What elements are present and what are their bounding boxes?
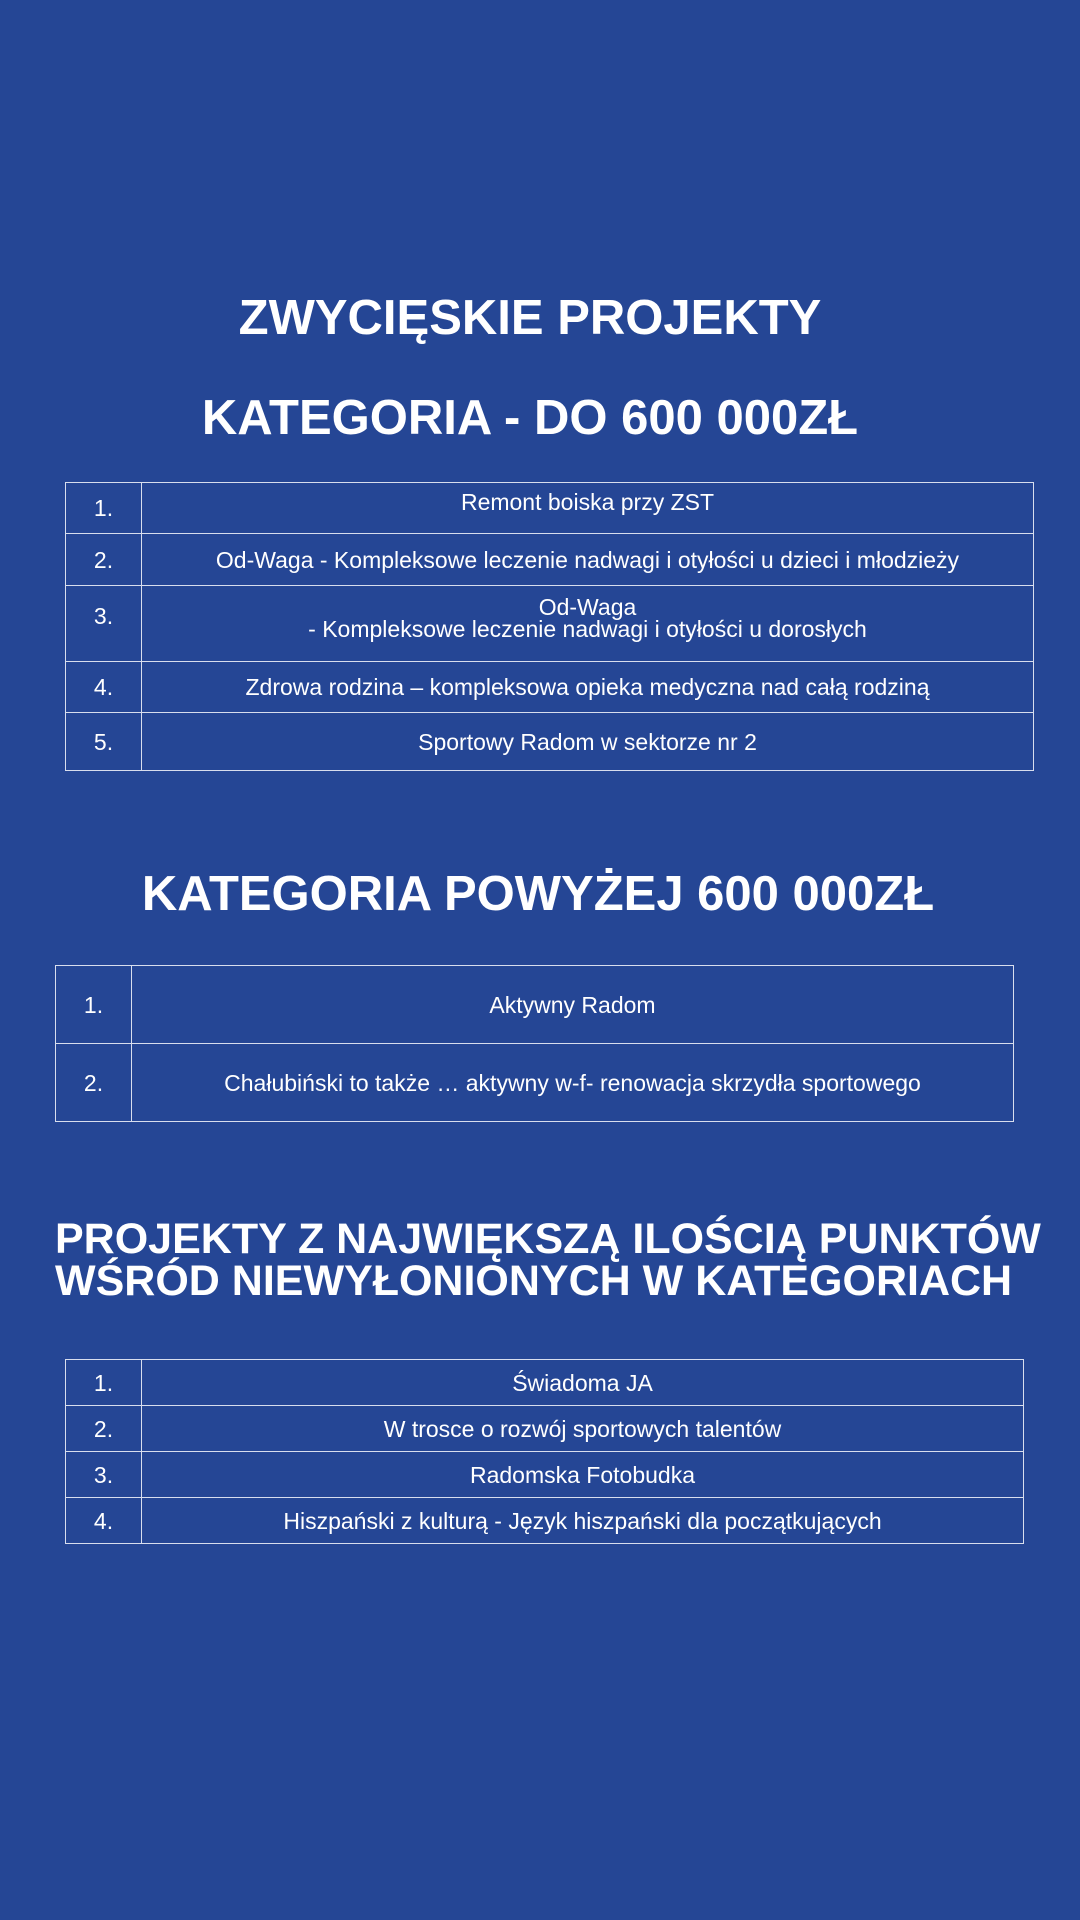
table-row [66,713,1034,771]
project-name: Chałubiński to także … aktywny w-f- renowacja skrzydła sportowego [132,1044,1014,1122]
category-3-table [65,1359,1024,1544]
table-row [66,1360,1024,1406]
table-row [66,586,1034,662]
table-row [66,1406,1024,1452]
table-row [66,534,1034,586]
project-name-line: Od-Waga [538,594,637,620]
row-number: 5. [66,713,142,771]
project-name-line: - Kompleksowe leczenie nadwagi i otyłości u dorosłych [308,616,867,642]
project-name: Aktywny Radom [132,966,1014,1044]
table-row [66,1452,1024,1498]
row-number: 3. [66,1452,142,1498]
row-number: 4. [66,1498,142,1544]
row-number: 2. [56,1044,132,1122]
row-number: 2. [66,534,142,586]
category-1-title: KATEGORIA - DO 600 000ZŁ [201,391,859,445]
page-title: ZWYCIĘSKIE PROJEKTY [238,291,822,345]
table-row [56,1044,1014,1122]
category-2-title: KATEGORIA POWYŻEJ 600 000ZŁ [141,867,935,921]
category-1-table [65,482,1034,771]
project-name: W trosce o rozwój sportowych talentów [142,1406,1024,1452]
category-2-table [55,965,1014,1122]
category-3-title-line: PROJEKTY Z NAJWIĘKSZĄ ILOŚCIĄ PUNKTÓW [55,1215,1041,1263]
category-3-title [55,1215,1055,1305]
project-name: Radomska Fotobudka [142,1452,1024,1498]
table-row [66,1498,1024,1544]
row-number: 2. [66,1406,142,1452]
project-name: Sportowy Radom w sektorze nr 2 [142,713,1034,771]
table-row [56,966,1014,1044]
project-name: Hiszpański z kulturą - Język hiszpański dla początkujących [142,1498,1024,1544]
project-name: Remont boiska przy ZST [142,483,1034,534]
row-number: 1. [56,966,132,1044]
table-row [66,662,1034,713]
project-name: Od-Waga - Kompleksowe leczenie nadwagi i otyłości u dzieci i młodzieży [142,534,1034,586]
project-name: Zdrowa rodzina – kompleksowa opieka medyczna nad całą rodziną [142,662,1034,713]
project-name [142,586,1034,662]
row-number: 3. [66,586,142,662]
row-number: 1. [66,483,142,534]
table-row [66,483,1034,534]
row-number: 4. [66,662,142,713]
row-number: 1. [66,1360,142,1406]
category-3-title-line: WŚRÓD NIEWYŁONIONYCH W KATEGORIACH [55,1257,1013,1305]
project-name: Świadoma JA [142,1360,1024,1406]
